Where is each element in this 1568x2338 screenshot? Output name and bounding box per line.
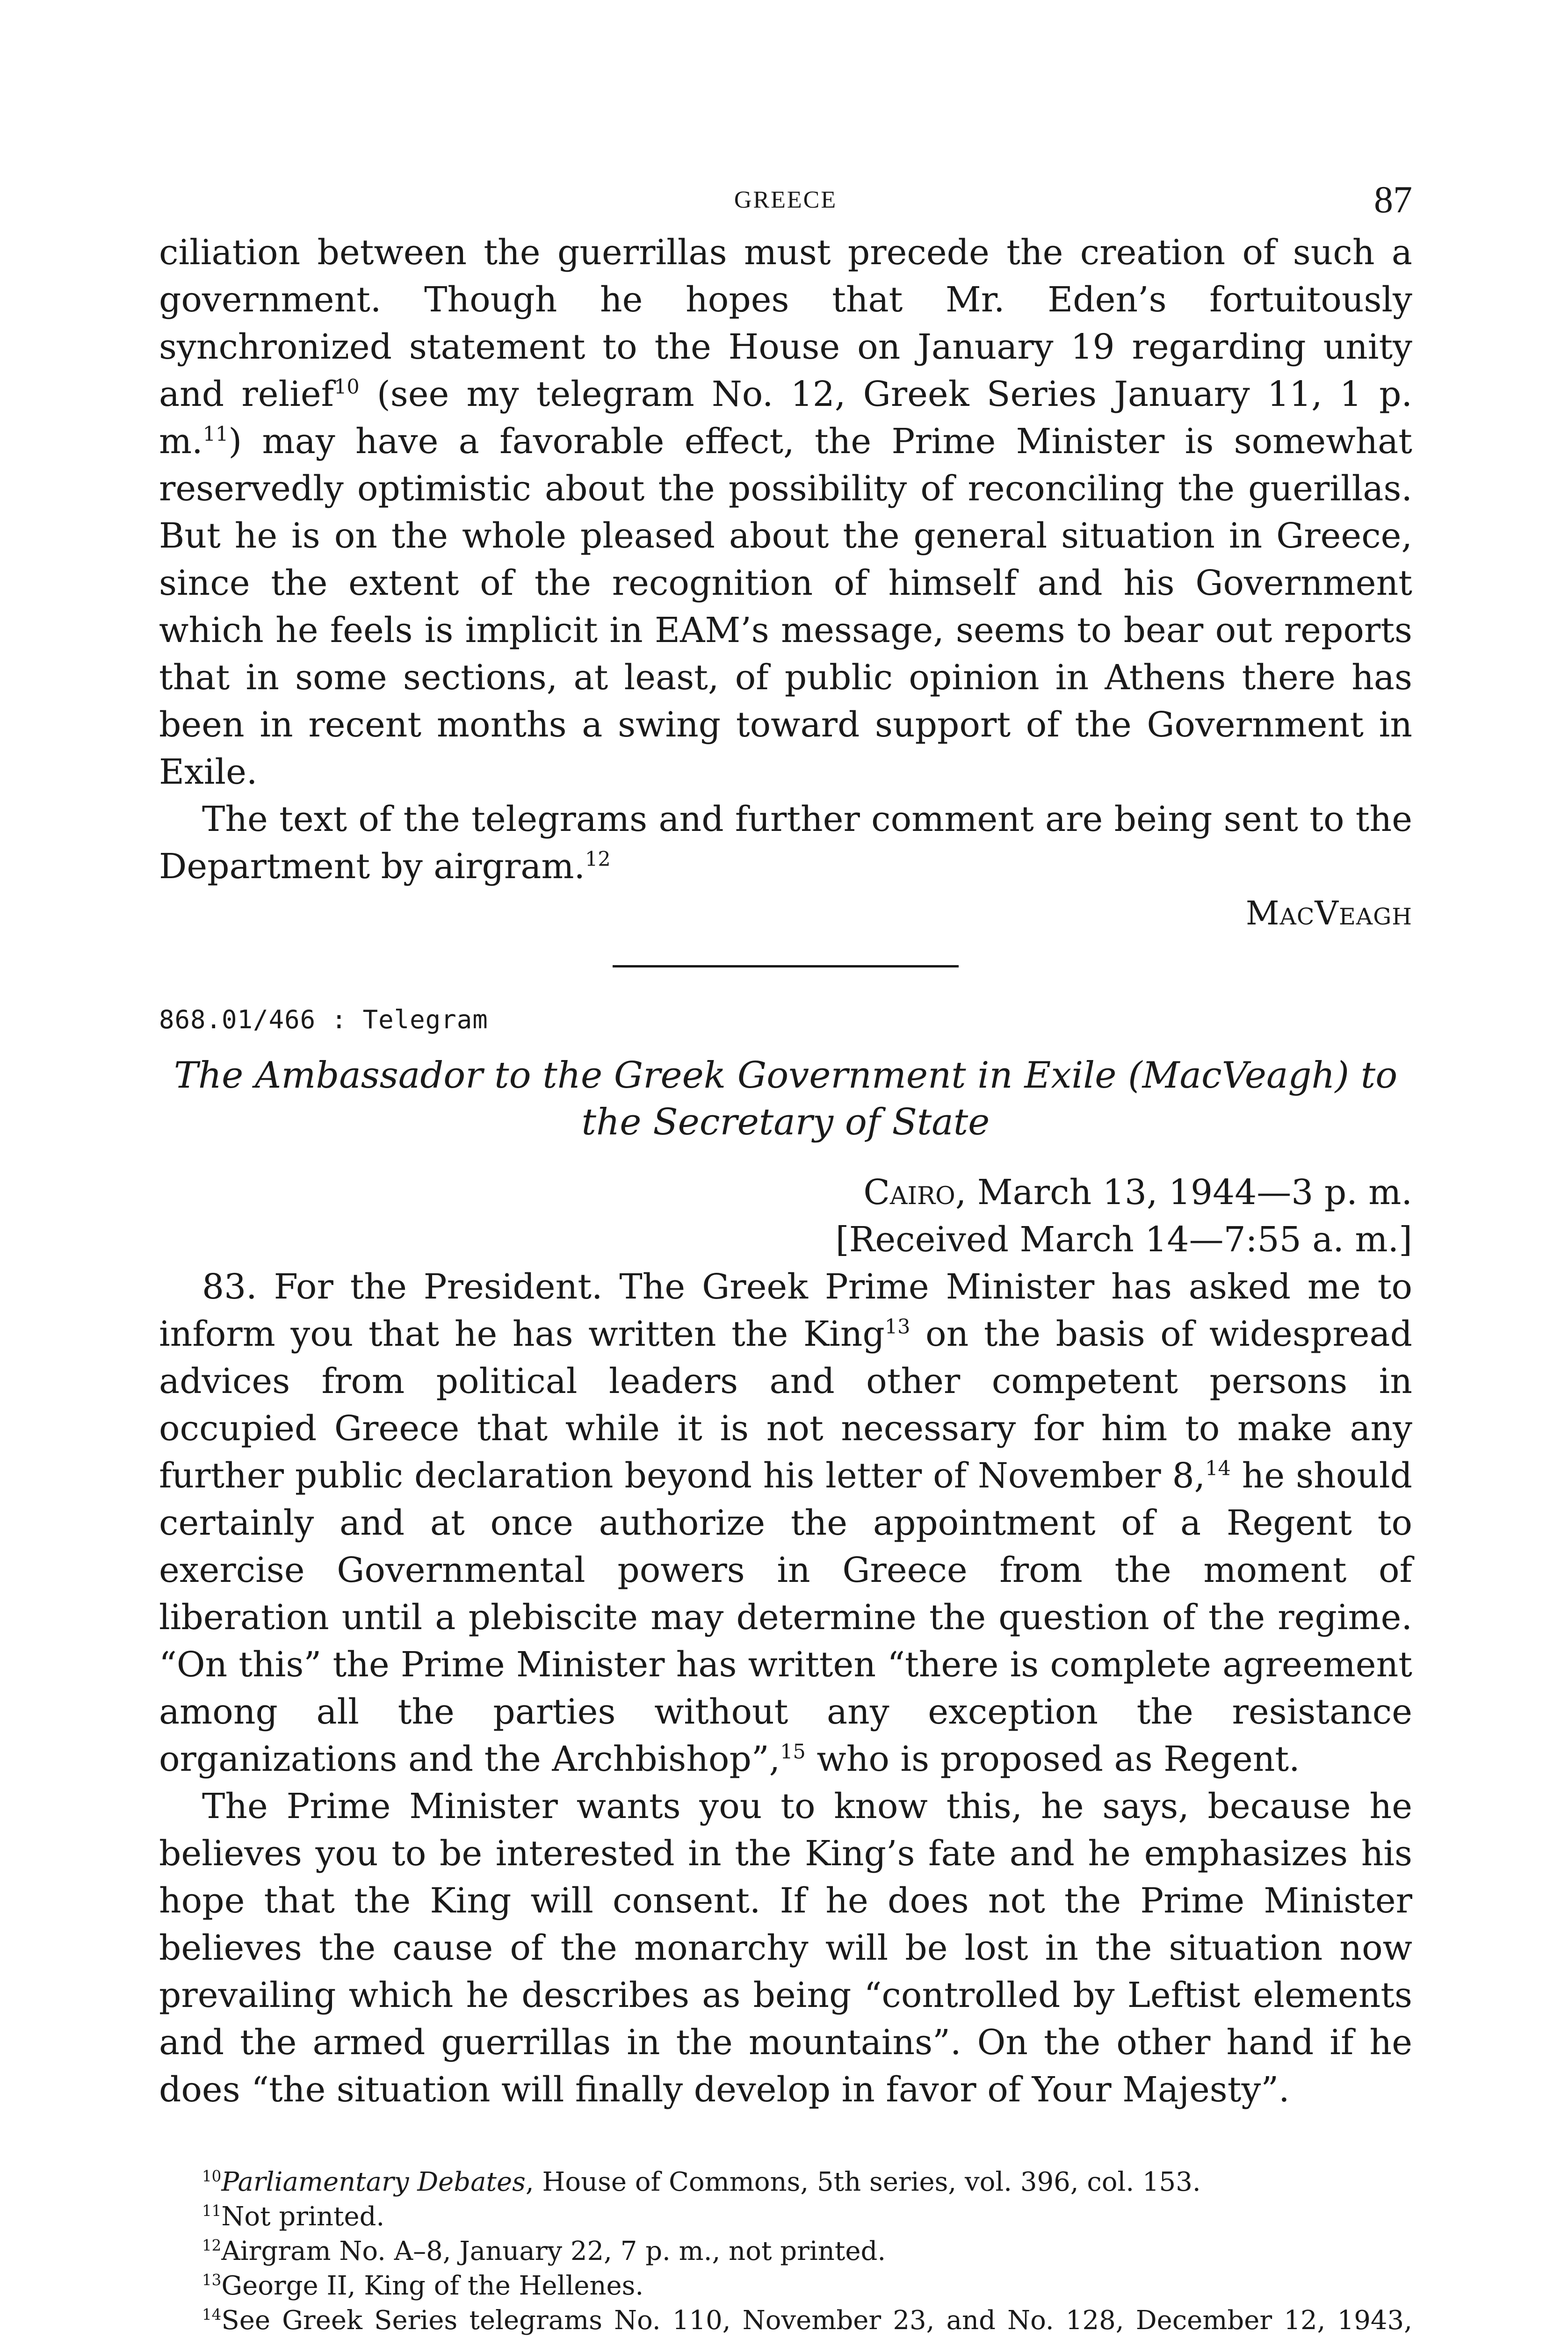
- footnote-10: [159, 2165, 1412, 2200]
- text-run: he should certainly and at once authorize the appointment of a Regent to exercise Governmental powers in Greece from the moment of liberation until a plebiscite may determine the question of the regime. “On this” the Prime Minister has written “there is complete agreement among all the parties without any exception the resistance organizations and the Archbishop”,: [159, 1456, 1412, 1779]
- text-run: on the basis of widespread advices from political leaders and other competent persons in occupied Greece that while it is not necessary for him to make any further public declaration beyond his letter of November 8,: [159, 1314, 1413, 1496]
- text-run: (see my telegram No. 12, Greek Series January 11, 1 p. m.: [159, 374, 1413, 462]
- telegram-paragraph-1: [159, 1263, 1412, 1783]
- text-run: The text of the telegrams and further comment are being sent to the Department by airgram.: [159, 799, 1412, 887]
- book-page: [159, 178, 1412, 2338]
- footnote-number: 13: [202, 2271, 222, 2289]
- footnote-13: [159, 2269, 1412, 2303]
- footnote-ref-15[interactable]: 15: [780, 1740, 806, 1764]
- footnote-italic: Parliamentary Debates: [221, 2167, 526, 2197]
- file-reference: 868.01/466 : Telegram: [159, 1005, 488, 1034]
- airgram-paragraph: [159, 796, 1412, 890]
- footnote-12: [159, 2234, 1412, 2269]
- footnote-text: Airgram No. A–8, January 22, 7 p. m., not printed.: [221, 2236, 886, 2266]
- footnote-text: , House of Commons, 5th series, vol. 396, col. 153.: [525, 2167, 1201, 2197]
- dateline-date: , March 13, 1944—3 p. m.: [955, 1172, 1412, 1212]
- dateline-place: Cairo: [863, 1172, 955, 1212]
- telegram-paragraph-2: The Prime Minister wants you to know this, he says, because he believes you to be interested in the King’s fate and he emphasizes his hope that the King will consent. If he does not the Prime Minister believes the cause of the monarchy will be lost in the situation now prevailing which he describes as being “controlled by Leftist elements and the armed guerrillas in the mountains”. On the other hand if he does “the situation will finally develop in favor of Your Majesty”.: [159, 1786, 1412, 2110]
- footnotes: [159, 2165, 1412, 2338]
- footnote-number: 10: [202, 2167, 222, 2185]
- received-line: [Received March 14—7:55 a. m.]: [835, 1220, 1412, 1260]
- section-divider: [613, 965, 959, 967]
- document-heading: The Ambassador to the Greek Government in Exile (MacVeagh) to the Secretary of State: [173, 1054, 1398, 1143]
- footnote-text: George II, King of the Hellenes.: [221, 2271, 644, 2301]
- footnote-number: 14: [202, 2305, 222, 2324]
- text-run: 83. For the President. The Greek Prime Minister has asked me to inform you that he has written the King: [159, 1267, 1412, 1354]
- footnote-11: [159, 2200, 1412, 2234]
- text-run: ciliation between the guerrillas must precede the creation of such a government. Though he hopes that Mr. Eden’s fortuitously synchronized statement to the House on January 19 regarding unity and relief: [159, 232, 1412, 414]
- running-title: GREECE: [734, 187, 838, 213]
- running-head: [159, 178, 1412, 229]
- footnote-text: Not printed.: [221, 2201, 385, 2232]
- footnote-ref-10[interactable]: 10: [334, 375, 360, 399]
- text-run: who is proposed as Regent.: [805, 1739, 1300, 1779]
- text-run: ) may have a favorable effect, the Prime Minister is somewhat reservedly optimistic about the possibility of reconciling the guerillas. But he is on the whole pleased about the general situation in Greece, since the extent of the recognition of himself and his Government which he feels is implicit in EAM’s message, seems to bear out reports that in some sections, at least, of public opinion in Athens there has been in recent months a swing toward support of the Government in Exile.: [159, 421, 1412, 792]
- footnote-ref-12[interactable]: 12: [585, 847, 611, 871]
- footnote-ref-11[interactable]: 11: [202, 422, 229, 446]
- dateline: [159, 1169, 1412, 1216]
- page-number: 87: [1374, 178, 1412, 221]
- continued-paragraph: [159, 229, 1412, 796]
- footnote-ref-13[interactable]: 13: [884, 1315, 910, 1339]
- footnote-number: 12: [202, 2236, 222, 2254]
- signature: MacVeagh: [1245, 894, 1412, 932]
- footnote-ref-14[interactable]: 14: [1205, 1457, 1231, 1480]
- footnote-14: [159, 2303, 1412, 2338]
- footnote-number: 11: [202, 2201, 222, 2220]
- footnote-text: See Greek Series telegrams No. 110, November 23, and No. 128, December 12, 1943,: [221, 2305, 1412, 2336]
